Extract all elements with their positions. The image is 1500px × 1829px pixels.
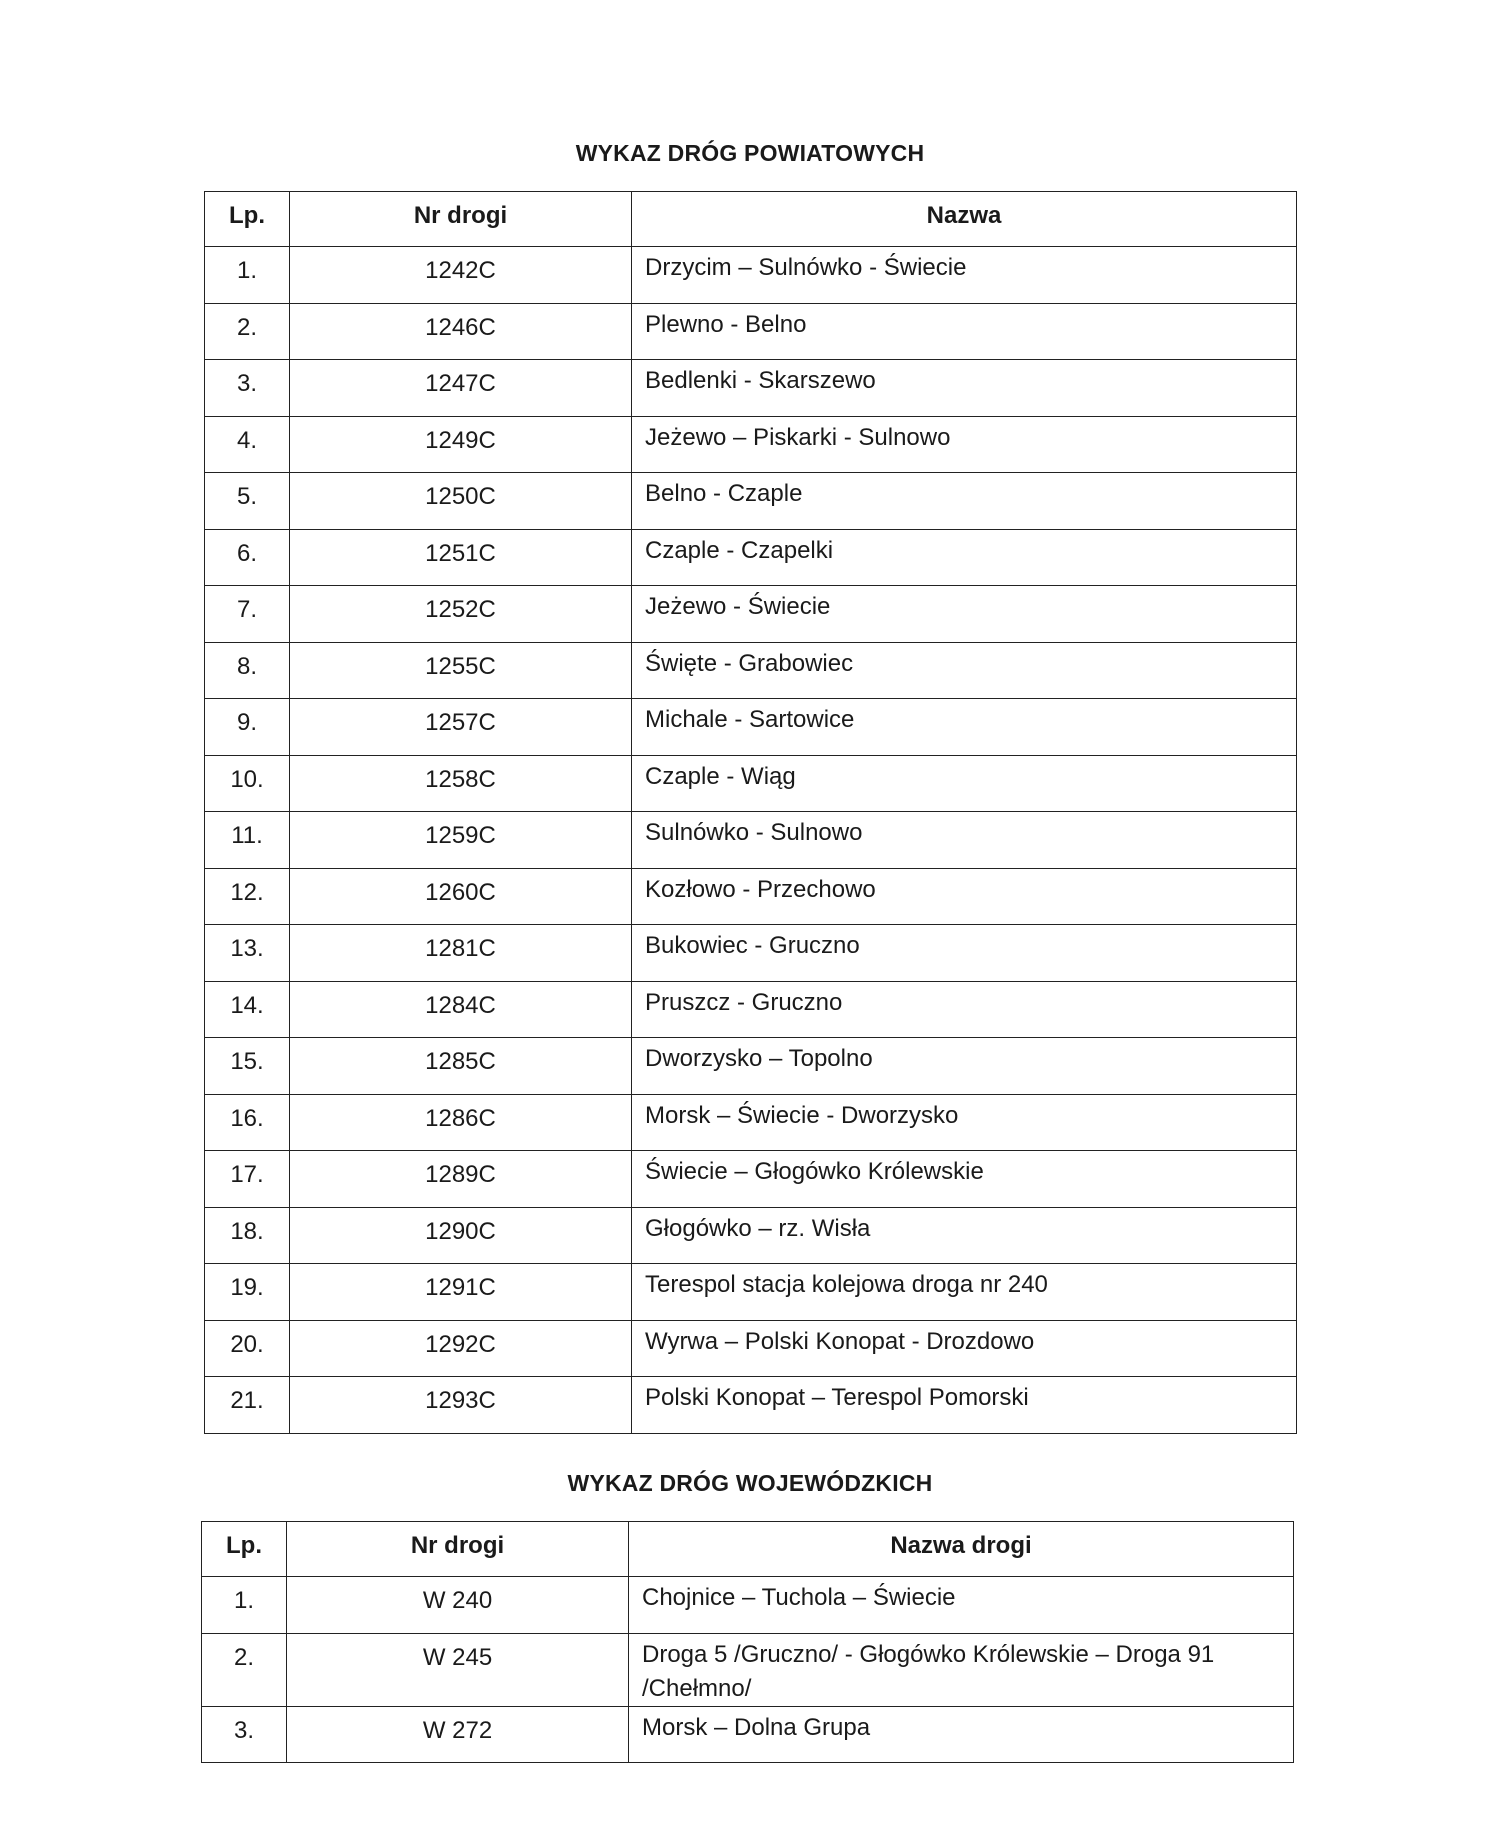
- table-row: [205, 303, 1297, 360]
- cell-nazwa: Morsk – Dolna Grupa: [629, 1706, 1294, 1763]
- table-row: [202, 1706, 1294, 1763]
- cell-nazwa: Sulnówko - Sulnowo: [632, 812, 1297, 869]
- header-nr-drogi: Nr drogi: [287, 1522, 629, 1577]
- cell-nr-drogi: 1242C: [290, 247, 632, 304]
- cell-lp: 14.: [205, 981, 290, 1038]
- cell-nazwa: Czaple - Czapelki: [632, 529, 1297, 586]
- cell-lp: 1.: [202, 1577, 287, 1634]
- header-lp: Lp.: [205, 192, 290, 247]
- table-row: [205, 1207, 1297, 1264]
- cell-nazwa: Belno - Czaple: [632, 473, 1297, 530]
- cell-nazwa: Świecie – Głogówko Królewskie: [632, 1151, 1297, 1208]
- cell-nazwa: Czaple - Wiąg: [632, 755, 1297, 812]
- cell-nr-drogi: 1255C: [290, 642, 632, 699]
- cell-nazwa: Plewno - Belno: [632, 303, 1297, 360]
- cell-nr-drogi: 1246C: [290, 303, 632, 360]
- table-row: [202, 1633, 1294, 1706]
- table-row: [205, 981, 1297, 1038]
- cell-nazwa: Wyrwa – Polski Konopat - Drozdowo: [632, 1320, 1297, 1377]
- table-body: [205, 247, 1297, 1434]
- table-row: [205, 868, 1297, 925]
- table-row: [202, 1577, 1294, 1634]
- table-row: [205, 360, 1297, 417]
- cell-nr-drogi: 1249C: [290, 416, 632, 473]
- table-row: [205, 1038, 1297, 1095]
- cell-lp: 20.: [205, 1320, 290, 1377]
- cell-lp: 21.: [205, 1377, 290, 1434]
- table-row: [205, 1151, 1297, 1208]
- cell-lp: 3.: [205, 360, 290, 417]
- cell-nazwa: Terespol stacja kolejowa droga nr 240: [632, 1264, 1297, 1321]
- cell-nr-drogi: 1252C: [290, 586, 632, 643]
- cell-nazwa: Kozłowo - Przechowo: [632, 868, 1297, 925]
- cell-nr-drogi: 1257C: [290, 699, 632, 756]
- cell-nr-drogi: 1285C: [290, 1038, 632, 1095]
- table-powiatowe: [204, 191, 1297, 1434]
- cell-nr-drogi: W 245: [287, 1633, 629, 1706]
- cell-nr-drogi: 1290C: [290, 1207, 632, 1264]
- cell-lp: 10.: [205, 755, 290, 812]
- cell-lp: 2.: [202, 1633, 287, 1706]
- table-row: [205, 473, 1297, 530]
- cell-lp: 12.: [205, 868, 290, 925]
- table-row: [205, 586, 1297, 643]
- cell-nazwa: Droga 5 /Gruczno/ - Głogówko Królewskie – Droga 91 /Chełmno/: [629, 1633, 1294, 1706]
- cell-nazwa: Drzycim – Sulnówko - Świecie: [632, 247, 1297, 304]
- cell-lp: 3.: [202, 1706, 287, 1763]
- cell-nazwa: Bukowiec - Gruczno: [632, 925, 1297, 982]
- table-header-row: [205, 192, 1297, 247]
- table-row: [205, 1094, 1297, 1151]
- cell-lp: 5.: [205, 473, 290, 530]
- cell-nazwa: Głogówko – rz. Wisła: [632, 1207, 1297, 1264]
- cell-lp: 8.: [205, 642, 290, 699]
- cell-nr-drogi: 1289C: [290, 1151, 632, 1208]
- cell-nr-drogi: 1260C: [290, 868, 632, 925]
- cell-lp: 15.: [205, 1038, 290, 1095]
- header-lp: Lp.: [202, 1522, 287, 1577]
- table-row: [205, 925, 1297, 982]
- cell-nr-drogi: 1284C: [290, 981, 632, 1038]
- cell-nazwa: Dworzysko – Topolno: [632, 1038, 1297, 1095]
- cell-nr-drogi: 1286C: [290, 1094, 632, 1151]
- cell-lp: 9.: [205, 699, 290, 756]
- cell-nr-drogi: 1281C: [290, 925, 632, 982]
- cell-lp: 11.: [205, 812, 290, 869]
- table-row: [205, 247, 1297, 304]
- table-wojewodzkie: [201, 1521, 1294, 1763]
- cell-lp: 4.: [205, 416, 290, 473]
- section-title-powiatowe: WYKAZ DRÓG POWIATOWYCH: [575, 140, 925, 166]
- cell-nazwa: Bedlenki - Skarszewo: [632, 360, 1297, 417]
- header-nazwa: Nazwa: [632, 192, 1297, 247]
- cell-nr-drogi: 1258C: [290, 755, 632, 812]
- cell-nazwa: Polski Konopat – Terespol Pomorski: [632, 1377, 1297, 1434]
- header-nr-drogi: Nr drogi: [290, 192, 632, 247]
- cell-nr-drogi: 1292C: [290, 1320, 632, 1377]
- cell-nazwa: Święte - Grabowiec: [632, 642, 1297, 699]
- table-row: [205, 529, 1297, 586]
- cell-nazwa: Chojnice – Tuchola – Świecie: [629, 1577, 1294, 1634]
- cell-nr-drogi: 1247C: [290, 360, 632, 417]
- cell-nr-drogi: 1251C: [290, 529, 632, 586]
- cell-lp: 18.: [205, 1207, 290, 1264]
- table-row: [205, 1264, 1297, 1321]
- header-nazwa-drogi: Nazwa drogi: [629, 1522, 1294, 1577]
- cell-nr-drogi: W 240: [287, 1577, 629, 1634]
- table-row: [205, 699, 1297, 756]
- cell-nazwa: Morsk – Świecie - Dworzysko: [632, 1094, 1297, 1151]
- table-row: [205, 642, 1297, 699]
- table-row: [205, 812, 1297, 869]
- cell-nazwa: Jeżewo - Świecie: [632, 586, 1297, 643]
- table-row: [205, 1320, 1297, 1377]
- section-title-wojewodzkie: WYKAZ DRÓG WOJEWÓDZKICH: [567, 1470, 933, 1496]
- table-row: [205, 755, 1297, 812]
- cell-nazwa: Pruszcz - Gruczno: [632, 981, 1297, 1038]
- cell-lp: 19.: [205, 1264, 290, 1321]
- cell-lp: 1.: [205, 247, 290, 304]
- table-body: [202, 1577, 1294, 1763]
- cell-lp: 7.: [205, 586, 290, 643]
- table-row: [205, 1377, 1297, 1434]
- cell-nr-drogi: W 272: [287, 1706, 629, 1763]
- table-header-row: [202, 1522, 1294, 1577]
- cell-nr-drogi: 1259C: [290, 812, 632, 869]
- cell-lp: 17.: [205, 1151, 290, 1208]
- cell-lp: 13.: [205, 925, 290, 982]
- cell-nr-drogi: 1293C: [290, 1377, 632, 1434]
- cell-nr-drogi: 1250C: [290, 473, 632, 530]
- cell-lp: 16.: [205, 1094, 290, 1151]
- cell-lp: 6.: [205, 529, 290, 586]
- cell-nazwa: Jeżewo – Piskarki - Sulnowo: [632, 416, 1297, 473]
- cell-nazwa: Michale - Sartowice: [632, 699, 1297, 756]
- cell-nr-drogi: 1291C: [290, 1264, 632, 1321]
- cell-lp: 2.: [205, 303, 290, 360]
- table-row: [205, 416, 1297, 473]
